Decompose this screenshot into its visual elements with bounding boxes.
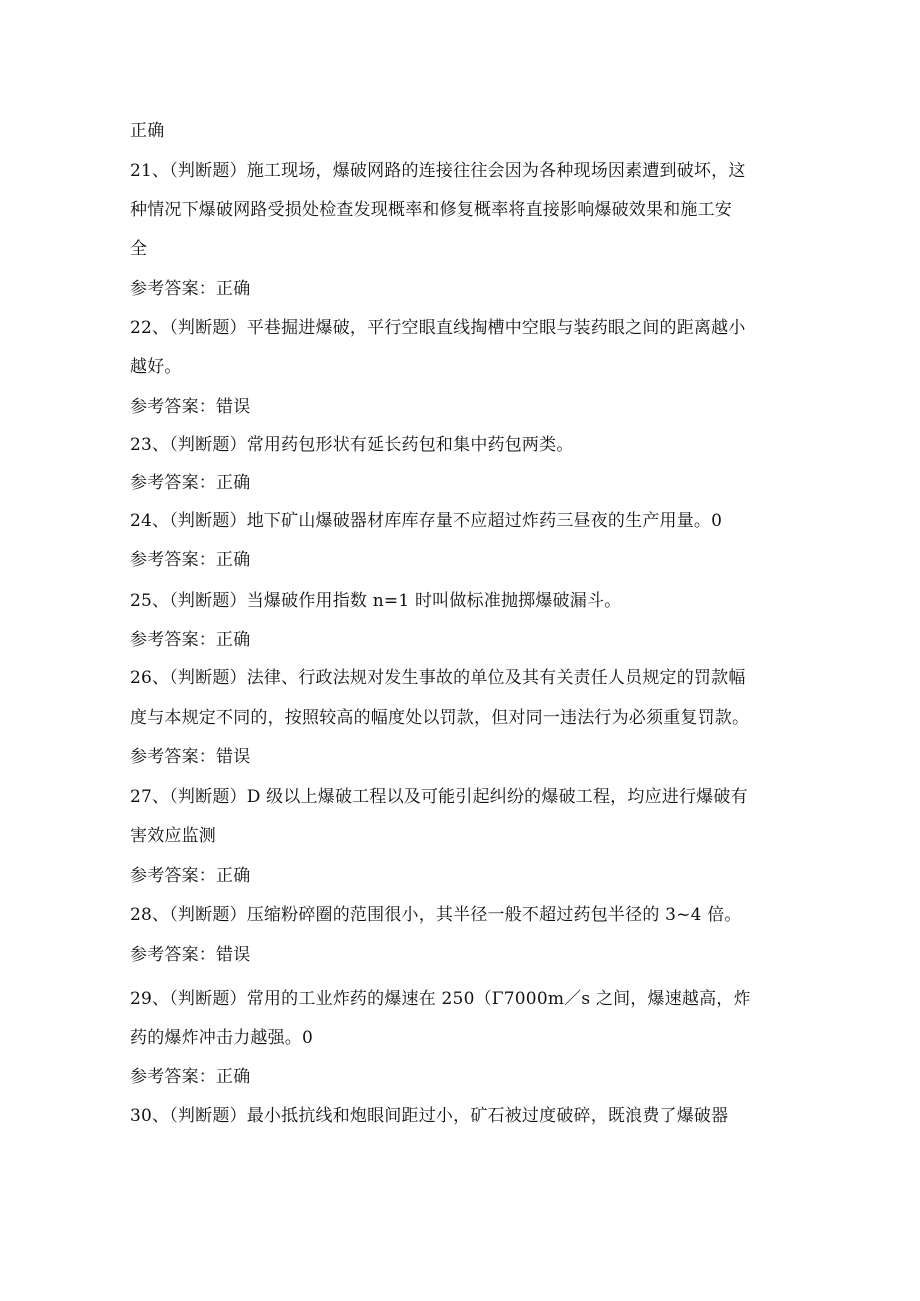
answer-27: 参考答案：正确 [130, 866, 251, 886]
question-24: 24、（判断题）地下矿山爆破器材库库存量不应超过炸药三昼夜的生产用量。0 [130, 511, 723, 531]
question-26-line-2: 度与本规定不同的，按照较高的幅度处以罚款，但对同一违法行为必须重复罚款。 [130, 708, 750, 728]
answer-25: 参考答案：正确 [130, 630, 251, 650]
answer-21: 参考答案：正确 [130, 279, 251, 299]
question-27-line-2: 害效应监测 [130, 826, 216, 846]
question-25: 25、（判断题）当爆破作用指数 n=1 时叫做标准抛掷爆破漏斗。 [130, 591, 622, 611]
question-26-line-1: 26、（判断题）法律、行政法规对发生事故的单位及其有关责任人员规定的罚款幅 [130, 668, 746, 688]
question-21-line-3: 全 [130, 239, 148, 259]
question-21-line-2: 种情况下爆破网路受损处检查发现概率和修复概率将直接影响爆破效果和施工安 [130, 200, 732, 220]
answer-28: 参考答案：错误 [130, 945, 251, 965]
question-22-line-1: 22、（判断题）平巷掘进爆破，平行空眼直线掏槽中空眼与装药眼之间的距离越小 [130, 318, 746, 338]
answer-continuation: 正确 [130, 121, 165, 141]
answer-29: 参考答案：正确 [130, 1067, 251, 1087]
question-28: 28、（判断题）压缩粉碎圈的范围很小，其半径一般不超过药包半径的 3~4 倍。 [130, 905, 742, 925]
question-27-line-1: 27、（判断题）D 级以上爆破工程以及可能引起纠纷的爆破工程，均应进行爆破有 [130, 787, 748, 807]
question-22-line-2: 越好。 [130, 357, 182, 377]
answer-26: 参考答案：错误 [130, 747, 251, 767]
question-29-line-2: 药的爆炸冲击力越强。0 [130, 1028, 314, 1048]
question-29-line-1: 29、（判断题）常用的工业炸药的爆速在 250（Γ7000m／s 之间，爆速越高，炸 [130, 989, 751, 1009]
question-23: 23、（判断题）常用药包形状有延长药包和集中药包两类。 [130, 435, 574, 455]
question-21-line-1: 21、（判断题）施工现场，爆破网路的连接往往会因为各种现场因素遭到破坏，这 [130, 161, 746, 181]
answer-24: 参考答案：正确 [130, 550, 251, 570]
question-30-line-1: 30、（判断题）最小抵抗线和炮眼间距过小，矿石被过度破碎，既浪费了爆破器 [130, 1106, 729, 1126]
answer-22: 参考答案：错误 [130, 397, 251, 417]
answer-23: 参考答案：正确 [130, 473, 251, 493]
